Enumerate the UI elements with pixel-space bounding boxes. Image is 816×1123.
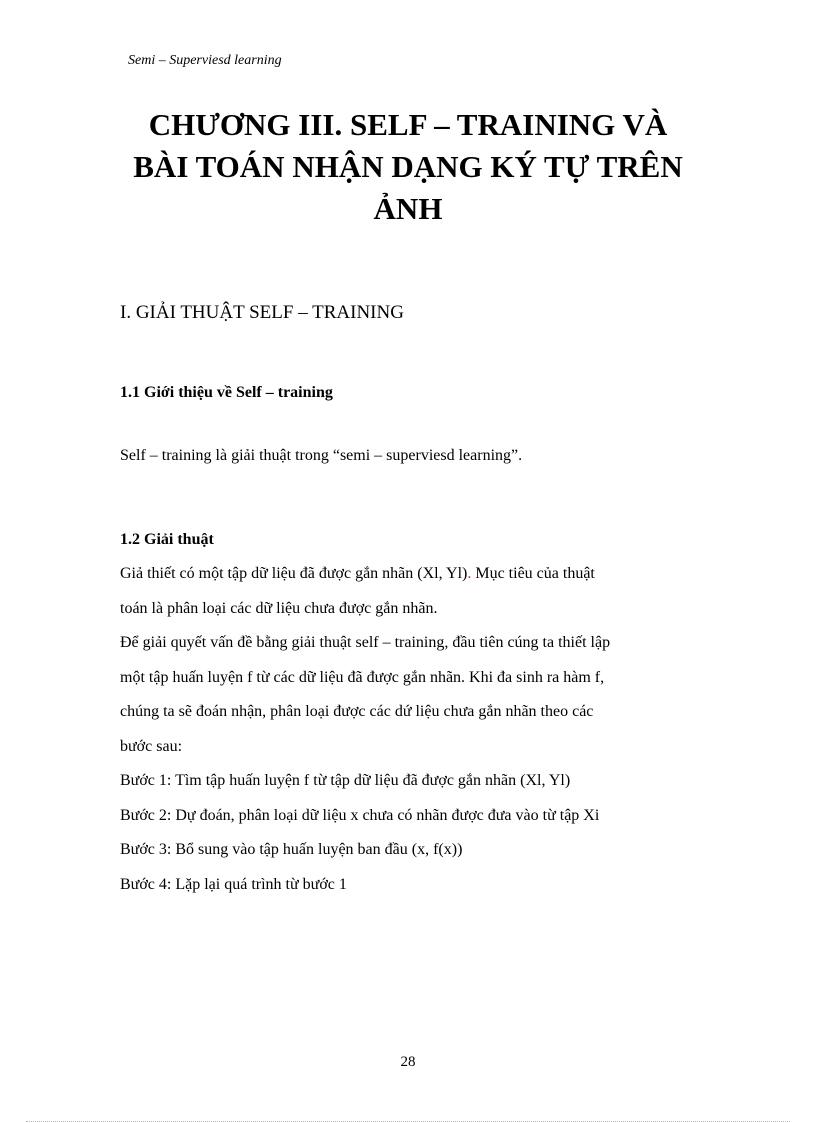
body-line: bước sau: — [120, 737, 183, 755]
step-line: Bước 1: Tìm tập huấn luyện f từ tập dữ liệu đã được gắn nhãn (Xl, Yl) — [120, 772, 571, 789]
chapter-title-line: ẢNH — [373, 191, 443, 226]
body-line: chúng ta sẽ đoán nhận, phân loại được các dứ liệu chưa gắn nhãn theo các — [120, 703, 594, 720]
step-line: Bước 4: Lặp lại quá trình từ bước 1 — [120, 875, 347, 893]
subsection-heading-algorithm: 1.2 Giải thuật — [120, 531, 214, 548]
chapter-title — [108, 104, 708, 230]
page-number: 28 — [400, 1054, 416, 1070]
body-text: Giả thiết có một tập dữ liệu đã được gắn nhãn (Xl, Yl) — [120, 565, 468, 582]
intro-paragraph: Self – training là giải thuật trong “semi – superviesd learning”. — [120, 447, 523, 464]
chapter-title-line: CHƯƠNG III. SELF – TRAINING VÀ — [148, 107, 668, 142]
body-line: một tập huấn luyện f từ các dữ liệu đã được gắn nhãn. Khi đa sinh ra hàm f, — [120, 668, 605, 686]
running-header: Semi – Superviesd learning — [128, 53, 282, 68]
body-line — [120, 557, 720, 592]
subsection-heading-intro: 1.1 Giới thiệu về Self – training — [120, 384, 333, 401]
chapter-title-line: BÀI TOÁN NHẬN DẠNG KÝ TỰ TRÊN — [133, 149, 683, 184]
section-heading: I. GIẢI THUẬT SELF – TRAINING — [120, 302, 404, 323]
footer-divider — [26, 1121, 790, 1122]
red-dot-mark: . — [467, 565, 472, 582]
body-line: Để giải quyết vấn đề bằng giải thuật self – training, đầu tiên cúng ta thiết lập — [120, 634, 611, 651]
algorithm-body — [120, 557, 720, 902]
body-text: Mục tiêu của thuật — [471, 565, 595, 582]
step-line: Bước 2: Dự đoán, phân loại dữ liệu x chưa có nhãn được đưa vào từ tập Xi — [120, 806, 600, 824]
step-line: Bước 3: Bổ sung vào tập huấn luyện ban đầu (x, f(x)) — [120, 841, 463, 858]
body-line: toán là phân loại các dữ liệu chưa được gắn nhãn. — [120, 599, 438, 617]
